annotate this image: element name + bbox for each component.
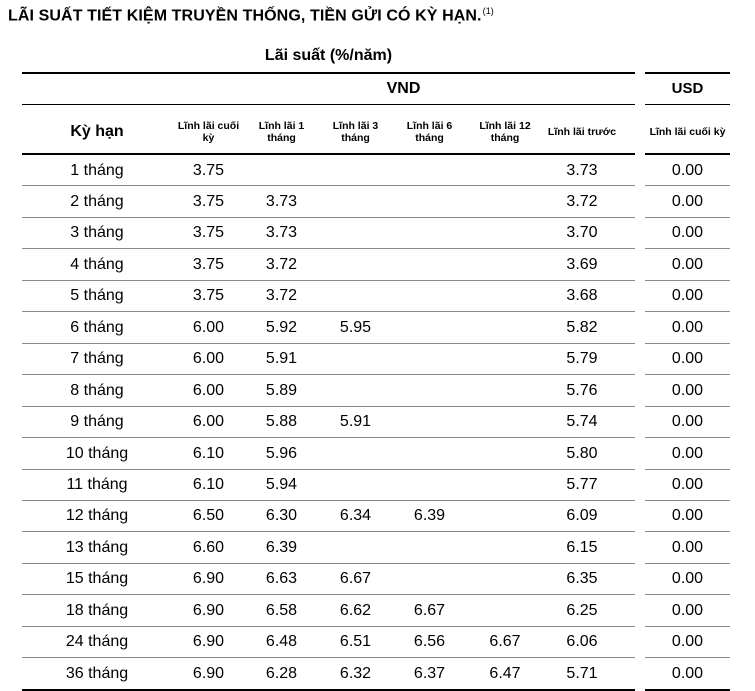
cell-quarterly: 5.91: [339, 413, 372, 431]
cell-annual: [466, 155, 544, 186]
column-header-quarterly: Lĩnh lãi 3 tháng: [332, 120, 379, 144]
cell-semiannual: [393, 407, 466, 438]
cell-quarterly: [318, 344, 393, 375]
cell-upfront: 3.68: [566, 287, 598, 305]
cell-upfront: 3.72: [566, 192, 598, 210]
cell-term: 12 tháng: [65, 507, 129, 525]
cell-monthly: 6.39: [265, 538, 298, 556]
divider-currency: [22, 104, 635, 105]
cell-upfront: 5.71: [566, 664, 598, 682]
cell-term: 7 tháng: [70, 350, 124, 368]
cell-monthly: 5.96: [265, 444, 298, 462]
cell-annual: 6.47: [489, 664, 521, 682]
column-header-semiannual: Lĩnh lãi 6 tháng: [406, 120, 453, 144]
cell-usd-end-of-term: 0.00: [671, 476, 704, 493]
cell-upfront: 5.82: [566, 318, 598, 336]
cell-semiannual: 6.56: [413, 633, 446, 651]
cell-semiannual: [393, 344, 466, 375]
cell-semiannual: 6.37: [413, 664, 446, 682]
title-text: LÃI SUẤT TIẾT KIỆM TRUYỀN THỐNG, TIỀN GỬI CÓ KỲ HẠN.: [8, 7, 482, 25]
cell-end-of-term: 3.75: [192, 192, 225, 210]
cell-term: 6 tháng: [70, 318, 124, 336]
cell-semiannual: 6.67: [413, 601, 446, 619]
cell-quarterly: [318, 186, 393, 217]
cell-monthly: 5.91: [265, 350, 298, 368]
cell-upfront: 6.06: [566, 633, 598, 651]
table-row: [0, 281, 755, 312]
divider-top-usd: [645, 72, 730, 74]
table-row: [0, 312, 755, 343]
cell-annual: 6.67: [489, 633, 521, 651]
cell-annual: [466, 532, 544, 563]
cell-term: 15 tháng: [65, 570, 129, 588]
cell-end-of-term: 6.00: [192, 381, 225, 399]
cell-quarterly: 6.62: [339, 601, 372, 619]
cell-monthly: 3.73: [265, 192, 298, 210]
cell-usd-end-of-term: 0.00: [671, 633, 704, 651]
table-row: [0, 218, 755, 249]
table-row: [0, 658, 755, 689]
page-title: [8, 6, 494, 25]
table-row: [0, 407, 755, 438]
cell-monthly: 3.72: [265, 287, 298, 305]
cell-semiannual: [393, 186, 466, 217]
header-usd: USD: [671, 80, 704, 97]
cell-semiannual: 6.39: [413, 507, 446, 525]
cell-annual: [466, 186, 544, 217]
cell-upfront: 5.80: [566, 444, 598, 462]
cell-quarterly: [318, 438, 393, 469]
cell-term: 24 tháng: [65, 633, 129, 651]
cell-semiannual: [393, 564, 466, 595]
cell-term: 3 tháng: [70, 224, 124, 242]
cell-usd-end-of-term: 0.00: [671, 444, 704, 462]
cell-annual: [466, 281, 544, 312]
cell-quarterly: 6.67: [339, 570, 372, 588]
cell-quarterly: [318, 532, 393, 563]
cell-annual: [466, 312, 544, 343]
cell-quarterly: 6.34: [339, 507, 372, 525]
cell-usd-end-of-term: 0.00: [671, 570, 704, 588]
cell-quarterly: 6.32: [339, 664, 372, 682]
cell-usd-end-of-term: 0.00: [671, 287, 704, 305]
cell-semiannual: [393, 438, 466, 469]
column-header-monthly: Lĩnh lãi 1 tháng: [258, 120, 305, 144]
cell-annual: [466, 344, 544, 375]
cell-upfront: 6.09: [566, 507, 598, 525]
cell-term: 13 tháng: [65, 538, 129, 556]
cell-monthly: 5.88: [265, 413, 298, 431]
cell-end-of-term: 6.90: [192, 664, 225, 682]
table-row: [0, 595, 755, 626]
table-row: [0, 155, 755, 186]
cell-term: 10 tháng: [65, 444, 129, 462]
cell-end-of-term: 6.00: [192, 318, 225, 336]
cell-annual: [466, 595, 544, 626]
cell-monthly: [245, 155, 318, 186]
cell-end-of-term: 6.90: [192, 633, 225, 651]
cell-upfront: 5.76: [566, 381, 598, 399]
cell-term: 8 tháng: [70, 381, 124, 399]
cell-term: 2 tháng: [70, 192, 124, 210]
cell-end-of-term: 6.90: [192, 570, 225, 588]
cell-usd-end-of-term: 0.00: [671, 538, 704, 556]
cell-upfront: 3.69: [566, 255, 598, 273]
cell-usd-end-of-term: 0.00: [671, 601, 704, 619]
cell-upfront: 6.35: [566, 570, 598, 588]
cell-usd-end-of-term: 0.00: [671, 350, 704, 368]
cell-end-of-term: 6.00: [192, 413, 225, 431]
cell-annual: [466, 407, 544, 438]
cell-monthly: 6.58: [265, 601, 298, 619]
table-row: [0, 627, 755, 658]
cell-semiannual: [393, 218, 466, 249]
cell-upfront: 5.79: [566, 350, 598, 368]
cell-term: 1 tháng: [70, 161, 124, 179]
cell-monthly: 6.48: [265, 633, 298, 651]
cell-semiannual: [393, 312, 466, 343]
title-footnote-marker: (1): [482, 6, 494, 16]
table-row: [0, 501, 755, 532]
cell-monthly: 6.28: [265, 664, 298, 682]
cell-annual: [466, 564, 544, 595]
cell-semiannual: [393, 281, 466, 312]
cell-semiannual: [393, 470, 466, 501]
cell-annual: [466, 218, 544, 249]
cell-monthly: 3.73: [265, 224, 298, 242]
cell-upfront: 6.15: [566, 538, 598, 556]
cell-end-of-term: 6.10: [192, 444, 225, 462]
cell-term: 9 tháng: [70, 413, 124, 431]
cell-usd-end-of-term: 0.00: [671, 255, 704, 273]
cell-semiannual: [393, 155, 466, 186]
column-header-usd-end-of-term: Lĩnh lãi cuối kỳ: [649, 126, 726, 138]
cell-term: 4 tháng: [70, 255, 124, 273]
cell-monthly: 5.89: [265, 381, 298, 399]
cell-end-of-term: 3.75: [192, 255, 225, 273]
divider-top: [22, 72, 635, 74]
cell-monthly: 6.30: [265, 507, 298, 525]
table-row: [0, 344, 755, 375]
cell-annual: [466, 438, 544, 469]
cell-usd-end-of-term: 0.00: [671, 161, 704, 179]
cell-quarterly: [318, 470, 393, 501]
column-header-term: Kỳ hạn: [70, 123, 124, 140]
cell-end-of-term: 3.75: [192, 287, 225, 305]
cell-term: 5 tháng: [70, 287, 124, 305]
cell-end-of-term: 3.75: [192, 224, 225, 242]
header-interest-rate: Lãi suất (%/năm): [264, 47, 393, 64]
cell-upfront: 5.77: [566, 476, 598, 493]
cell-semiannual: [393, 532, 466, 563]
cell-end-of-term: 6.00: [192, 350, 225, 368]
cell-upfront: 6.25: [566, 601, 598, 619]
cell-end-of-term: 6.60: [192, 538, 225, 556]
cell-quarterly: [318, 281, 393, 312]
cell-end-of-term: 6.90: [192, 601, 225, 619]
cell-quarterly: 6.51: [339, 633, 372, 651]
cell-usd-end-of-term: 0.00: [671, 664, 704, 682]
cell-usd-end-of-term: 0.00: [671, 192, 704, 210]
header-vnd: VND: [386, 80, 421, 97]
table-row: [0, 564, 755, 595]
cell-quarterly: [318, 249, 393, 280]
cell-semiannual: [393, 375, 466, 406]
cell-annual: [466, 470, 544, 501]
column-header-end-of-term: Lĩnh lãi cuối kỳ: [177, 120, 240, 144]
cell-term: 11 tháng: [66, 476, 128, 493]
cell-monthly: 6.63: [265, 570, 298, 588]
cell-term: 18 tháng: [65, 601, 129, 619]
cell-monthly: 5.94: [265, 476, 298, 493]
cell-semiannual: [393, 249, 466, 280]
cell-end-of-term: 6.50: [192, 507, 225, 525]
cell-upfront: 3.70: [566, 224, 598, 242]
cell-quarterly: 5.95: [339, 318, 372, 336]
cell-quarterly: [318, 155, 393, 186]
table-row: [0, 532, 755, 563]
cell-usd-end-of-term: 0.00: [671, 318, 704, 336]
table-row: [0, 249, 755, 280]
cell-quarterly: [318, 375, 393, 406]
cell-usd-end-of-term: 0.00: [671, 507, 704, 525]
cell-end-of-term: 3.75: [192, 161, 225, 179]
column-header-annual: Lĩnh lãi 12 tháng: [479, 120, 531, 144]
table-row: [0, 375, 755, 406]
cell-usd-end-of-term: 0.00: [671, 413, 704, 431]
divider-currency-usd: [645, 104, 730, 105]
cell-upfront: 3.73: [566, 161, 598, 179]
table-row: [0, 186, 755, 217]
cell-monthly: 5.92: [265, 318, 298, 336]
cell-usd-end-of-term: 0.00: [671, 381, 704, 399]
cell-quarterly: [318, 218, 393, 249]
table-row: [0, 470, 755, 501]
cell-term: 36 tháng: [65, 664, 129, 682]
cell-upfront: 5.74: [566, 413, 598, 431]
column-header-upfront: Lĩnh lãi trước: [547, 126, 617, 138]
cell-end-of-term: 6.10: [192, 476, 225, 493]
cell-usd-end-of-term: 0.00: [671, 224, 704, 242]
cell-monthly: 3.72: [265, 255, 298, 273]
cell-annual: [466, 249, 544, 280]
cell-annual: [466, 501, 544, 532]
table-row: [0, 438, 755, 469]
cell-annual: [466, 375, 544, 406]
